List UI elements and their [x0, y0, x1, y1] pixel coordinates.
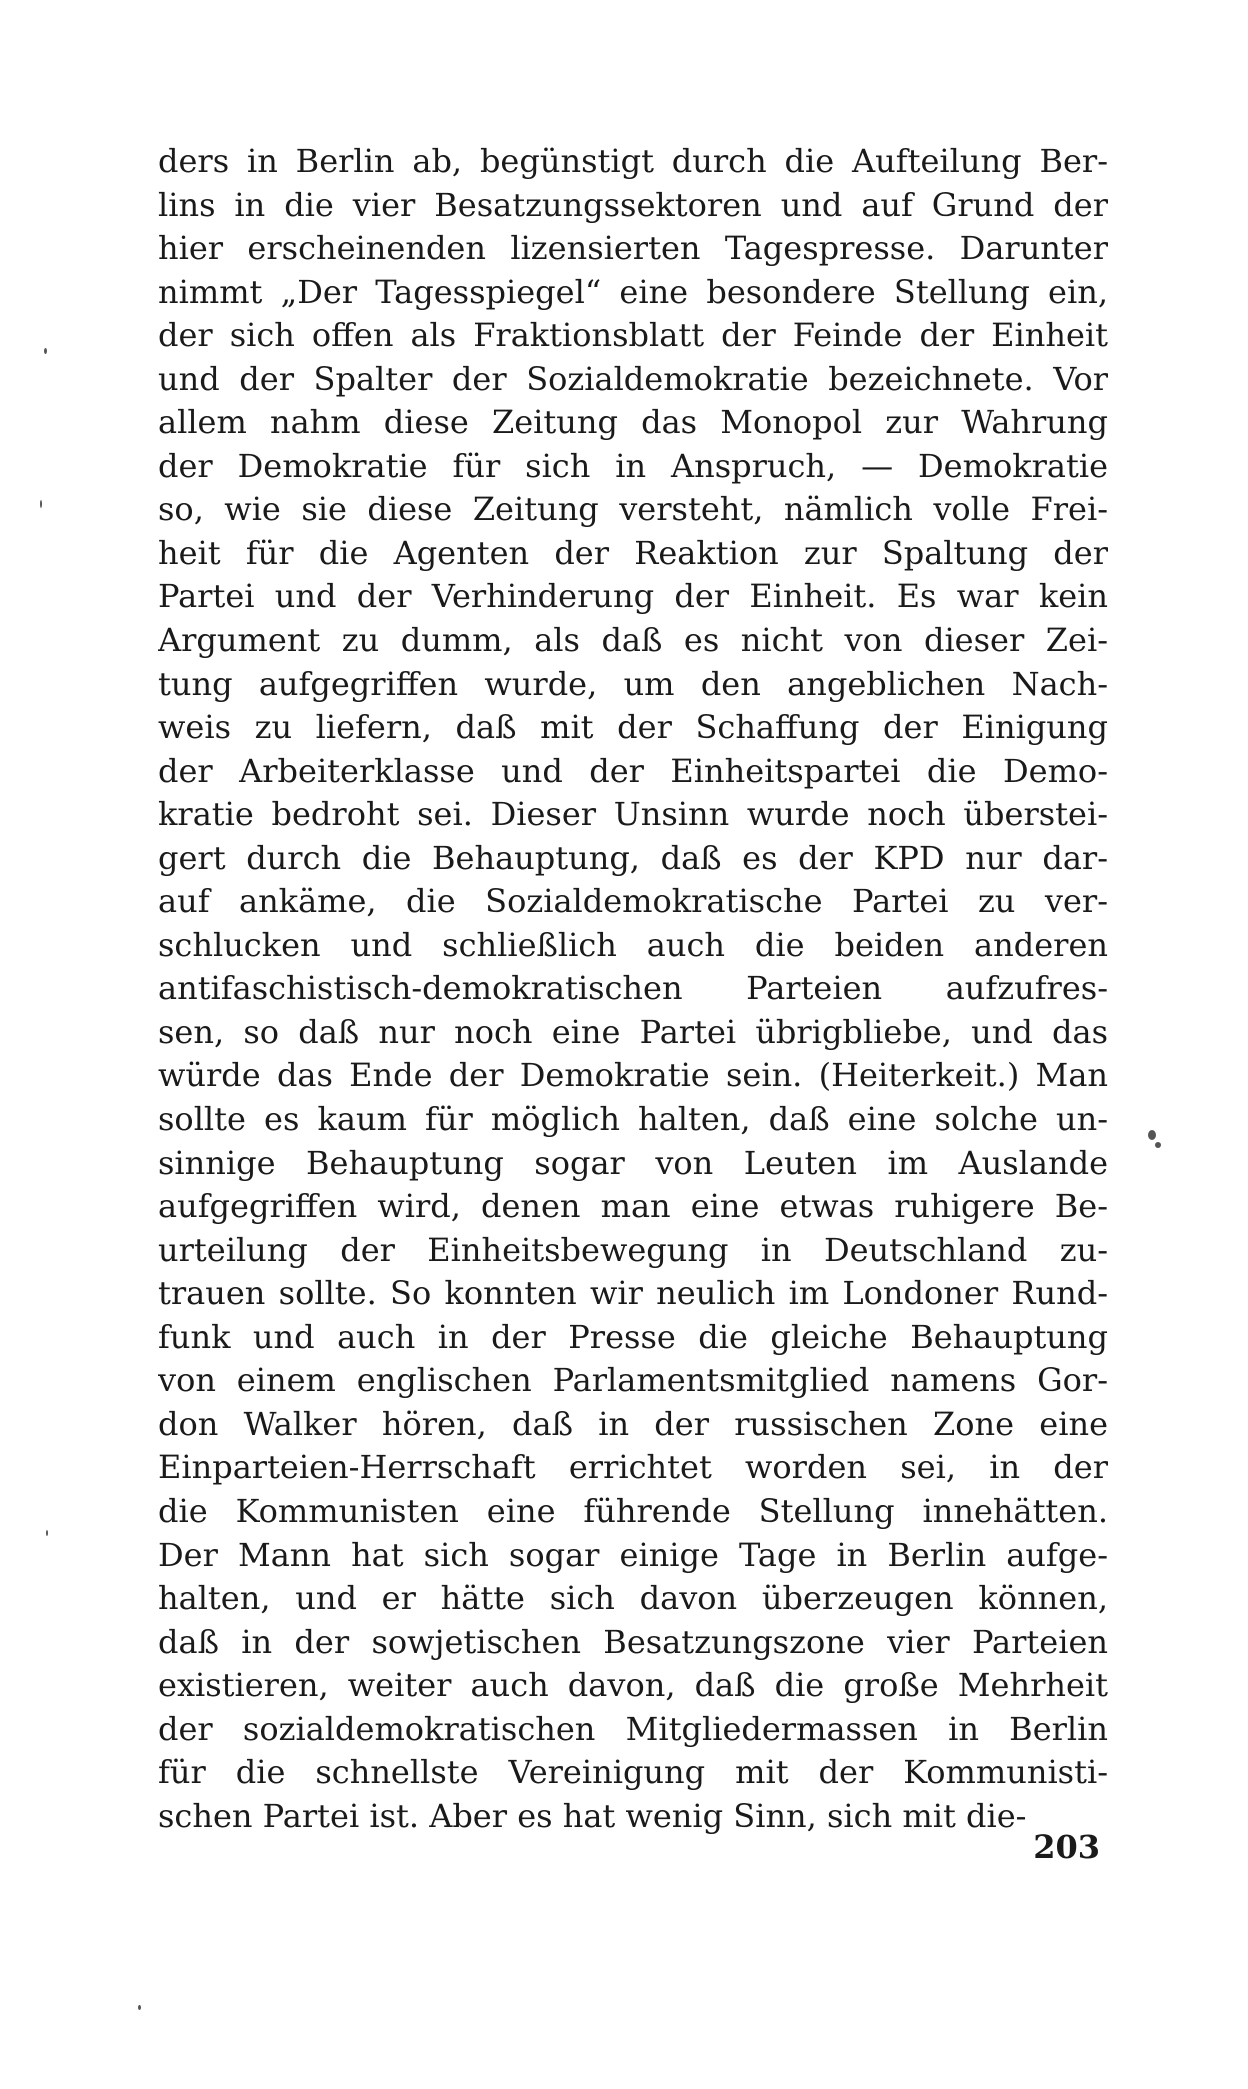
text-line: würde das Ende der Demokratie sein. (Heiterkeit.) Man — [158, 1056, 1108, 1095]
text-line: der Demokratie für sich in Anspruch, — Demokratie — [158, 446, 1108, 485]
text-line: Einparteien-Herrschaft errichtet worden sei, in der — [158, 1448, 1108, 1487]
text-line: Der Mann hat sich sogar einige Tage in Berlin aufge- — [158, 1535, 1108, 1574]
text-line: tung aufgegriffen wurde, um den angeblichen Nach- — [158, 664, 1108, 703]
text-line: heit für die Agenten der Reaktion zur Spaltung der — [158, 533, 1108, 572]
text-line: trauen sollte. So konnten wir neulich im Londoner Rund- — [158, 1274, 1108, 1313]
text-line: sollte es kaum für möglich halten, daß eine solche un- — [158, 1100, 1108, 1139]
text-line: die Kommunisten eine führende Stellung innehätten. — [158, 1491, 1108, 1530]
text-line: funk und auch in der Presse die gleiche Behauptung — [158, 1317, 1108, 1356]
text-line: halten, und er hätte sich davon überzeugen können, — [158, 1579, 1108, 1618]
text-line: auf ankäme, die Sozialdemokratische Partei zu ver- — [158, 882, 1108, 921]
body-text — [158, 140, 1108, 1838]
text-line: ders in Berlin ab, begünstigt durch die Aufteilung Ber- — [158, 142, 1108, 180]
text-line: urteilung der Einheitsbewegung in Deutschland zu- — [158, 1230, 1108, 1269]
page-number: 203 — [1033, 1828, 1100, 1866]
text-line: hier erscheinenden lizensierten Tagespresse. Darunter — [158, 229, 1108, 268]
text-line: allem nahm diese Zeitung das Monopol zur Wahrung — [158, 403, 1108, 442]
text-line: weis zu liefern, daß mit der Schaffung der Einigung — [158, 708, 1108, 747]
text-line: von einem englischen Parlamentsmitglied namens Gor- — [158, 1361, 1108, 1400]
text-line: daß in der sowjetischen Besatzungszone vier Parteien — [158, 1622, 1108, 1661]
text-line: lins in die vier Besatzungssektoren und auf Grund der — [158, 185, 1108, 224]
text-line: nimmt „Der Tagesspiegel“ eine besondere Stellung ein, — [158, 272, 1108, 311]
text-line: der sich offen als Fraktionsblatt der Feinde der Einheit — [158, 316, 1108, 355]
text-line: für die schnellste Vereinigung mit der Kommunisti- — [158, 1753, 1108, 1792]
text-line: kratie bedroht sei. Dieser Unsinn wurde noch überstei- — [158, 795, 1108, 834]
text-line: Argument zu dumm, als daß es nicht von dieser Zei- — [158, 621, 1108, 660]
text-line: sen, so daß nur noch eine Partei übrigbliebe, und das — [158, 1012, 1108, 1051]
text-line: don Walker hören, daß in der russischen Zone eine — [158, 1404, 1108, 1443]
text-line: der sozialdemokratischen Mitgliedermassen in Berlin — [158, 1709, 1108, 1748]
text-line: schen Partei ist. Aber es hat wenig Sinn, sich mit die- — [158, 1796, 1027, 1835]
text-line: gert durch die Behauptung, daß es der KPD nur dar- — [158, 838, 1108, 877]
text-line: der Arbeiterklasse und der Einheitspartei die Demo- — [158, 751, 1108, 790]
text-line: sinnige Behauptung sogar von Leuten im Auslande — [158, 1143, 1108, 1182]
text-line: schlucken und schließlich auch die beiden anderen — [158, 925, 1108, 964]
text-line: antifaschistisch-demokratischen Parteien aufzufres- — [158, 969, 1108, 1008]
text-line: Partei und der Verhinderung der Einheit. Es war kein — [158, 577, 1108, 616]
text-line: aufgegriffen wird, denen man eine etwas ruhigere Be- — [158, 1187, 1108, 1226]
text-line: und der Spalter der Sozialdemokratie bezeichnete. Vor — [158, 359, 1108, 398]
text-line: so, wie sie diese Zeitung versteht, nämlich volle Frei- — [158, 490, 1108, 529]
text-line: existieren, weiter auch davon, daß die große Mehrheit — [158, 1666, 1108, 1705]
